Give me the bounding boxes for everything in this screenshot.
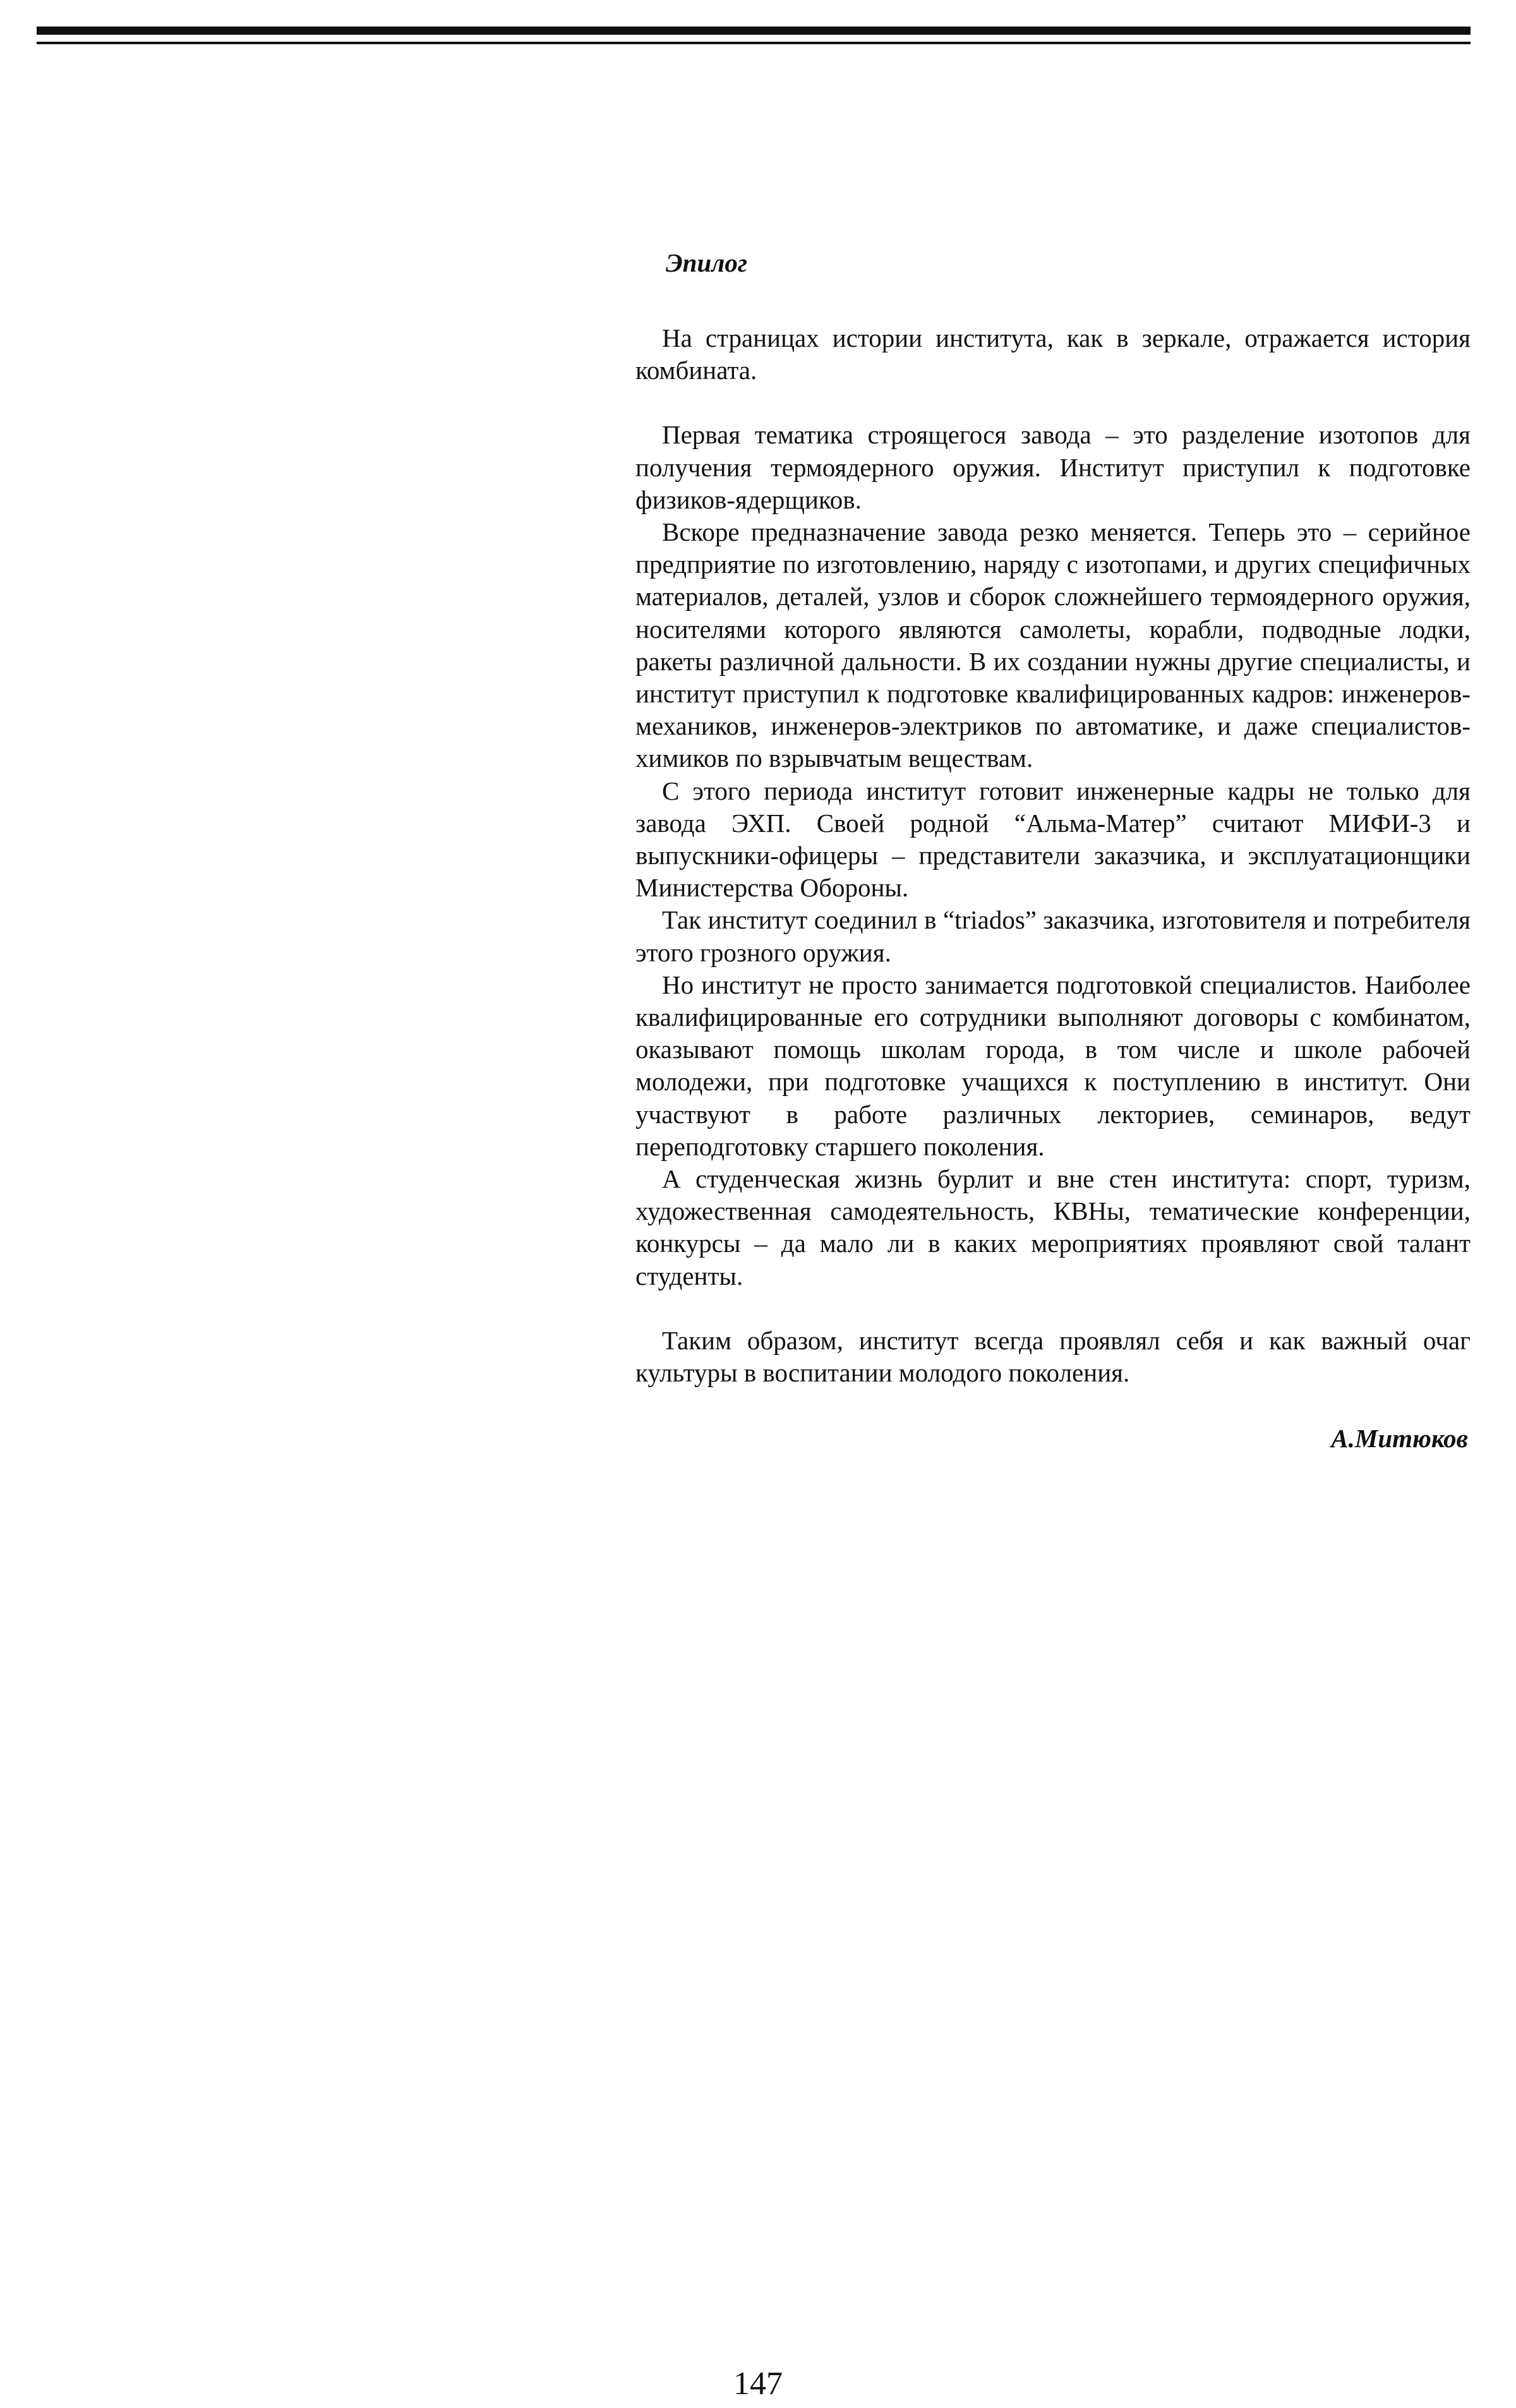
paragraph: Так институт соединил в “triados” заказчика, изготовителя и потребителя этого грозного оружия.: [635, 905, 1471, 967]
paragraph: Первая тематика строящегося завода – это разделение изотопов для получения термоядерного оружия. Институт приступил к подготовке физиков-ядерщиков.: [635, 420, 1471, 514]
header-rule-thin: [37, 42, 1471, 44]
paragraph-gap: [635, 387, 1471, 419]
paragraph-gap: [635, 1292, 1471, 1325]
paragraph-conclusion: Таким образом, институт всегда проявлял себя и как важный очаг культуры в воспитании молодого поколения.: [635, 1325, 1471, 1388]
paragraph: Но институт не просто занимается подготовкой специалистов. Наиболее квалифицированные его сотрудники выполняют договоры с комбинатом, оказывают помощь школам города, в том числе и школе рабочей молодежи, при подготовке учащихся к поступлению в институт. Они участвуют в работе различных лекториев, семинаров, ведут переподготовку старшего поколения.: [635, 970, 1471, 1161]
header-rule-thick: [37, 27, 1471, 35]
section-heading: Эпилог: [666, 248, 747, 277]
text-column: [635, 246, 1471, 1455]
paragraph: А студенческая жизнь бурлит и вне стен института: спорт, туризм, художественная самодеятельность, КВНы, тематические конференции, конкурсы – да мало ли в каких мероприятиях проявляют свой талант студенты.: [635, 1164, 1471, 1291]
paragraph-intro: На страницах истории института, как в зеркале, отражается история комбината.: [635, 323, 1471, 385]
paragraph: Вскоре предназначение завода резко меняется. Теперь это – серийное предприятие по изготовлению, наряду с изотопами, и других специфичных материалов, деталей, узлов и сборок сложнейшего термоядерного оружия, носителями которого являются самолеты, корабли, подводные лодки, ракеты различной дальности. В их создании нужны другие специалисты, и институт приступил к подготовке квалифицированных кадров: инженеров-механиков, инженеров-электриков по автоматике, и даже специалистов-химиков по взрывчатым веществам.: [635, 517, 1471, 773]
page-number: 147: [733, 2366, 783, 2402]
author-signature: А.Митюков: [1331, 1424, 1468, 1454]
paragraph: С этого периода институт готовит инженерные кадры не только для завода ЭХП. Своей родной “Альма-Матер” считают МИФИ-3 и выпускники-офицеры – представители заказчика, и эксплуатационщики Министерства Обороны.: [635, 776, 1471, 903]
